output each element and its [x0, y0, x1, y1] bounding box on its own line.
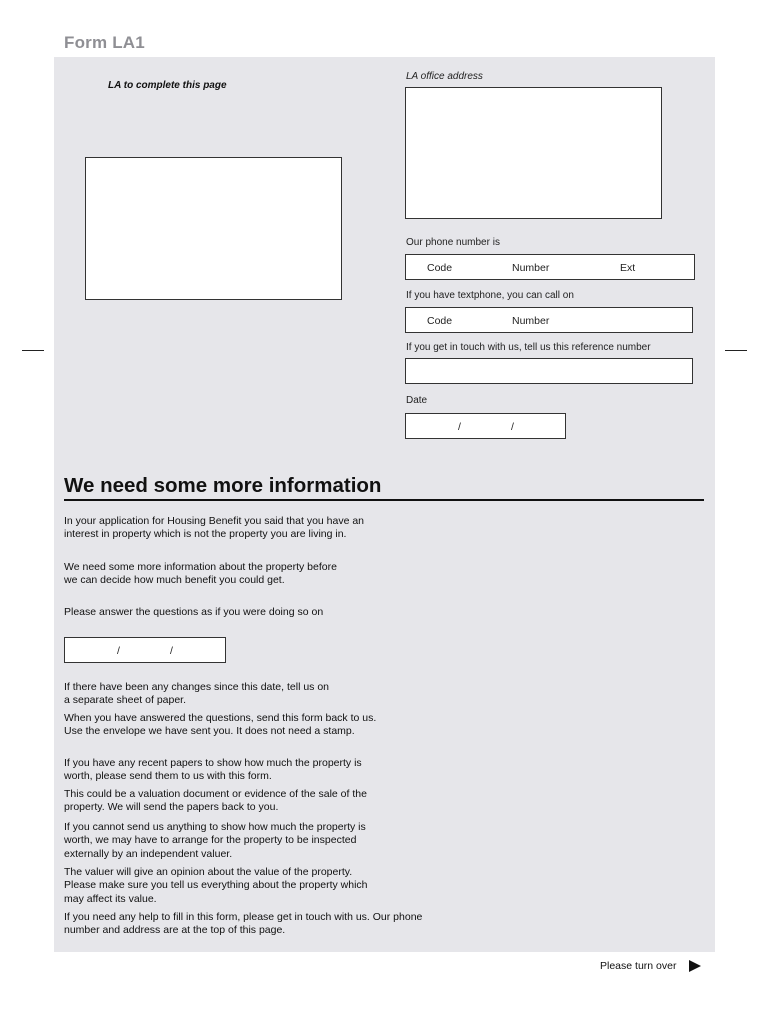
date-separator: / — [458, 421, 461, 433]
la-complete-note: LA to complete this page — [108, 80, 227, 91]
textphone-number-label: Number — [512, 315, 550, 327]
body-paragraph: This could be a valuation document or evidence of the sale of the property. We will send the papers back to you. — [64, 788, 367, 814]
reference-label: If you get in touch with us, tell us this reference number — [406, 342, 651, 353]
office-address-label: LA office address — [406, 71, 483, 82]
date-field[interactable] — [405, 413, 566, 439]
form-id: Form LA1 — [64, 33, 145, 52]
intro-paragraph: Please answer the questions as if you were doing so on — [64, 606, 324, 618]
phone-code-label: Code — [427, 262, 453, 274]
phone-ext-label: Ext — [620, 262, 636, 274]
body-paragraph: The valuer will give an opinion about the value of the property. Please make sure you tell us everything about the property which may affect its value. — [64, 866, 368, 905]
reference-number-field[interactable] — [405, 358, 693, 384]
date-separator: / — [511, 421, 514, 433]
phone-number-label: Number — [512, 262, 550, 274]
office-address-field[interactable] — [405, 87, 662, 219]
arrow-right-icon — [689, 960, 701, 972]
la-stamp-box[interactable] — [85, 157, 342, 300]
as-of-date-field[interactable] — [64, 637, 226, 663]
intro-paragraph: In your application for Housing Benefit you said that you have an interest in property which is not the property you are living in. — [64, 515, 365, 541]
body-paragraph: If you need any help to fill in this form, please get in touch with us. Our phone number and address are at the top of this page. — [64, 911, 423, 937]
crop-mark-left — [22, 350, 44, 351]
phone-label: Our phone number is — [406, 237, 500, 248]
intro-paragraph: We need some more information about the property before we can decide how much benefit you could get. — [64, 561, 337, 587]
date-separator: / — [170, 645, 173, 657]
textphone-label: If you have textphone, you can call on — [406, 290, 574, 301]
date-separator: / — [117, 645, 120, 657]
please-turn-over-text: Please turn over — [600, 960, 677, 972]
textphone-field[interactable] — [405, 307, 693, 333]
crop-mark-right — [725, 350, 747, 351]
body-paragraph: When you have answered the questions, send this form back to us. Use the envelope we have sent you. It does not need a stamp. — [64, 712, 377, 738]
phone-field[interactable] — [405, 254, 695, 280]
body-paragraph: If there have been any changes since this date, tell us on a separate sheet of paper. — [64, 681, 330, 707]
date-label: Date — [406, 395, 428, 406]
body-paragraph: If you cannot send us anything to show how much the property is worth, we may have to arrange for the property to be inspected externally by an independent valuer. — [64, 821, 366, 860]
textphone-code-label: Code — [427, 315, 453, 327]
body-paragraph: If you have any recent papers to show how much the property is worth, please send them to us with this form. — [64, 757, 362, 783]
section-heading: We need some more information — [64, 473, 704, 501]
